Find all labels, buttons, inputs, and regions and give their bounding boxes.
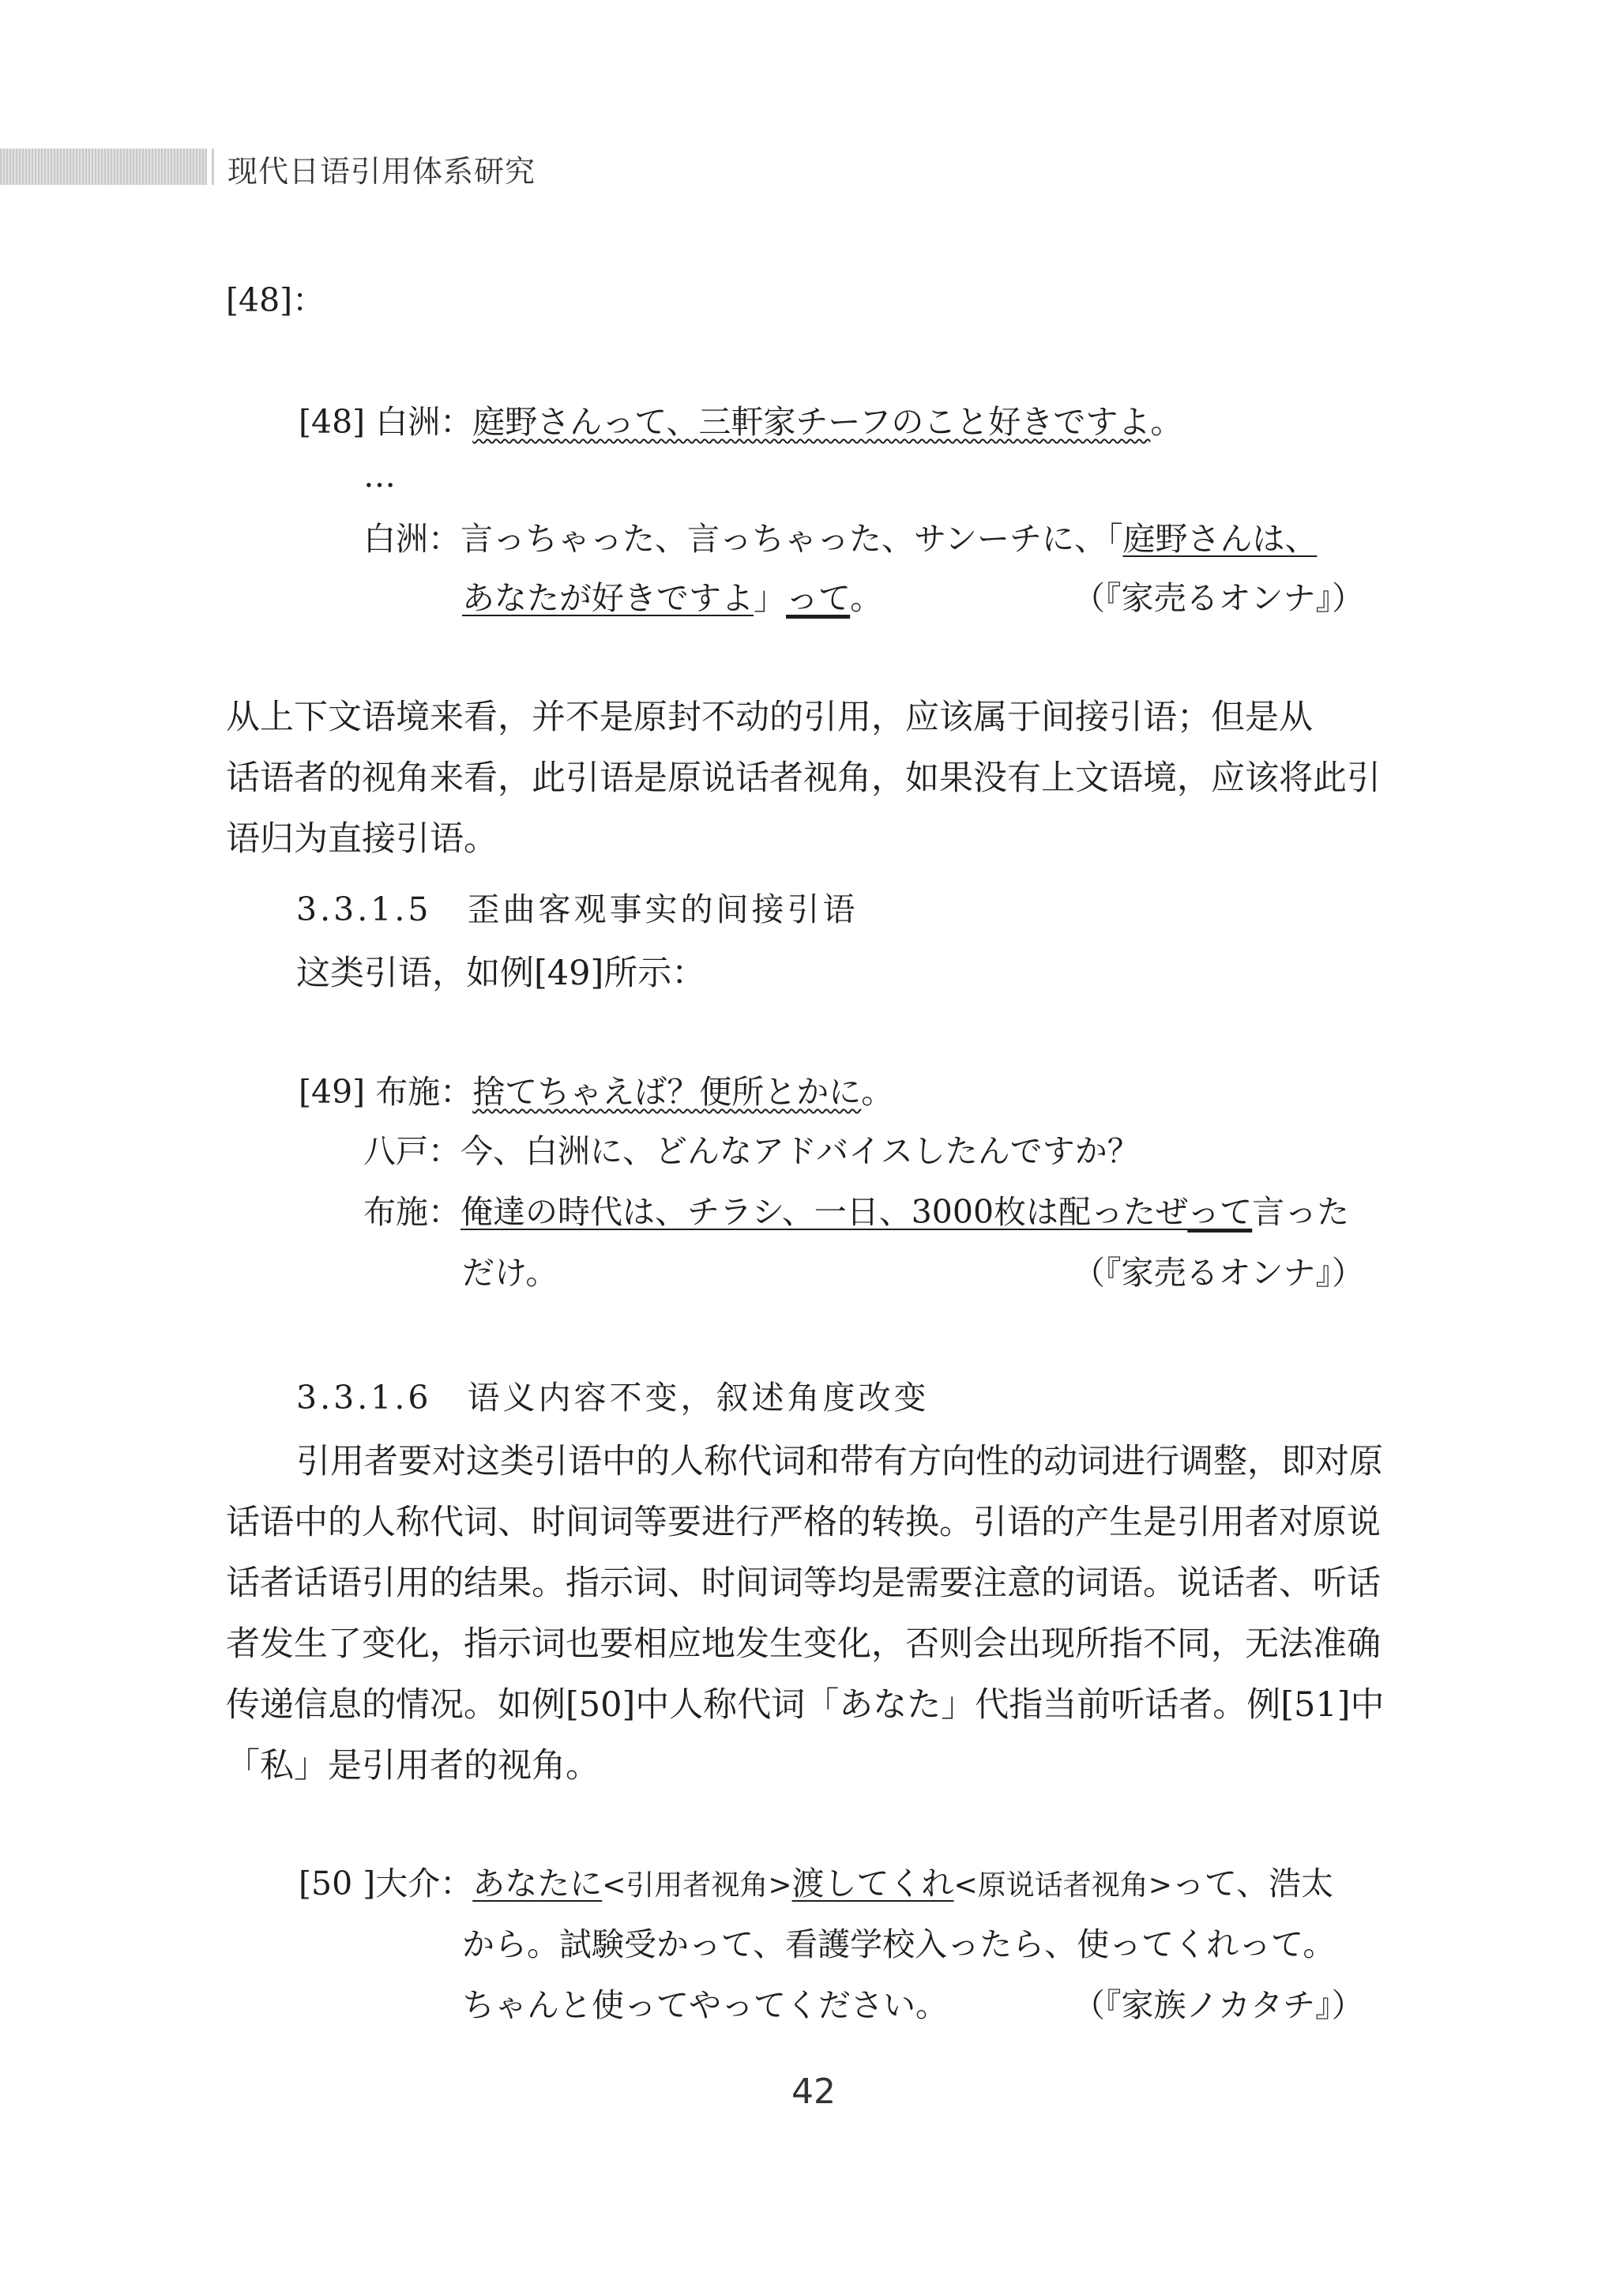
ex49-speaker3: 布施： — [363, 1193, 461, 1231]
para1-line3: 语归为直接引语。 — [226, 819, 498, 859]
ex49-line1-end: 。 — [861, 1073, 894, 1111]
ex50-tag-original-view: <原说话者视角> — [953, 1869, 1172, 1902]
para2-line5: 传递信息的情况。如例[50]中人称代词「あなた」代指当前听话者。例[51]中 — [226, 1685, 1385, 1725]
ex48-line3 — [462, 579, 882, 618]
section-intro-text: 这类引语，如例[49]所示： — [296, 954, 706, 993]
ex50-line2: から。試験受かって、看護学校入ったら、使ってくれって。 — [462, 1925, 1336, 1963]
ex48-line1 — [299, 403, 1182, 442]
ex49-line3 — [363, 1193, 1349, 1232]
ex48-speaker2: 白洲： — [363, 520, 461, 558]
ex50-number: [50 ] — [299, 1865, 376, 1903]
ex49-line2-text: 今、白洲に、どんなアドバイスしたんですか？ — [461, 1132, 1140, 1170]
ex48-line2 — [363, 520, 1317, 559]
para2-line6: 「私」是引用者的视角。 — [226, 1746, 600, 1786]
ex50-source: （『家族ノカタチ』） — [1073, 1986, 1364, 2024]
ex50-speaker1: 大介： — [375, 1865, 473, 1903]
intro-example-ref: [48]： — [226, 281, 325, 319]
running-header-title: 现代日语引用体系研究 — [227, 154, 536, 189]
ex48-ellipsis: … — [363, 457, 396, 495]
ex49-line1 — [299, 1073, 893, 1112]
para2-line3: 话者话语引用的结果。指示词、时间词等均是需要注意的词语。说话者、听话 — [226, 1564, 1381, 1603]
ex49-line3-end: 言った — [1252, 1193, 1350, 1231]
ex48-line3-end: 。 — [850, 579, 883, 617]
page-number: 42 — [791, 2072, 836, 2112]
ex50-line1 — [299, 1865, 1333, 1903]
ex50-quote-part1: あなたに — [472, 1865, 603, 1903]
ex48-line3-bracket: 」 — [754, 579, 786, 617]
para2-line4: 者发生了变化，指示词也要相应地发生变化，否则会出现所指不同，无法准确 — [226, 1624, 1381, 1664]
section-heading-3-3-1-5: 3.3.1.5 歪曲客观事实的间接引语 — [296, 890, 859, 928]
ex48-number: [48] — [299, 403, 366, 441]
ex49-line4: だけ。 — [462, 1254, 558, 1292]
para2-line1: 引用者要对这类引语中的人称代词和带有方向性的动词进行调整，即对原 — [296, 1442, 1383, 1481]
ex49-line3-quote-marker: って — [1187, 1193, 1253, 1231]
ex49-line1-quote: 捨てちゃえば？便所とかに — [472, 1073, 862, 1111]
section-heading-3-3-1-6: 3.3.1.6 语义内容不变，叙述角度改变 — [296, 1379, 930, 1417]
ex50-tag-quoter-view: <引用者视角> — [602, 1869, 792, 1902]
ex49-speaker2: 八戸： — [363, 1132, 461, 1170]
ex50-quote-part2: 渡してくれ — [791, 1865, 954, 1903]
ex48-line3-quote-marker: って — [786, 579, 851, 617]
header-decoration-bar — [0, 149, 207, 185]
ex49-line3-quote: 俺達の時代は、チラシ、一日、3000枚は配ったぜ — [461, 1193, 1188, 1231]
header-divider — [212, 149, 214, 185]
ex49-number: [49] — [299, 1073, 366, 1111]
ex48-line1-end: 。 — [1150, 403, 1183, 441]
ex48-line1-quote: 庭野さんって、三軒家チーフのこと好きですよ — [472, 403, 1151, 441]
para2-line2: 话语中的人称代词、时间词等要进行严格的转换。引语的产生是引用者对原说 — [226, 1503, 1381, 1542]
ex50-line3: ちゃんと使ってやってください。 — [462, 1986, 948, 2024]
ex50-line1-end: って、浩太 — [1171, 1865, 1334, 1903]
ex48-speaker1: 白洲： — [375, 403, 473, 441]
ex49-line2 — [363, 1132, 1140, 1171]
ex49-source: （『家売るオンナ』） — [1073, 1254, 1364, 1292]
para1-line1: 从上下文语境来看，并不是原封不动的引用，应该属于间接引语；但是从 — [226, 698, 1313, 737]
para1-line2: 话语者的视角来看，此引语是原说话者视角，如果没有上文语境，应该将此引 — [226, 758, 1381, 798]
ex48-source: （『家売るオンナ』） — [1073, 579, 1364, 617]
ex49-speaker1: 布施： — [375, 1073, 473, 1111]
ex48-line2-text: 言っちゃった、言っちゃった、サンーチに、「 — [461, 520, 1123, 558]
ex48-line3-quote: あなたが好きですよ — [462, 579, 754, 617]
ex48-line2-quote: 庭野さんは、 — [1122, 520, 1318, 558]
